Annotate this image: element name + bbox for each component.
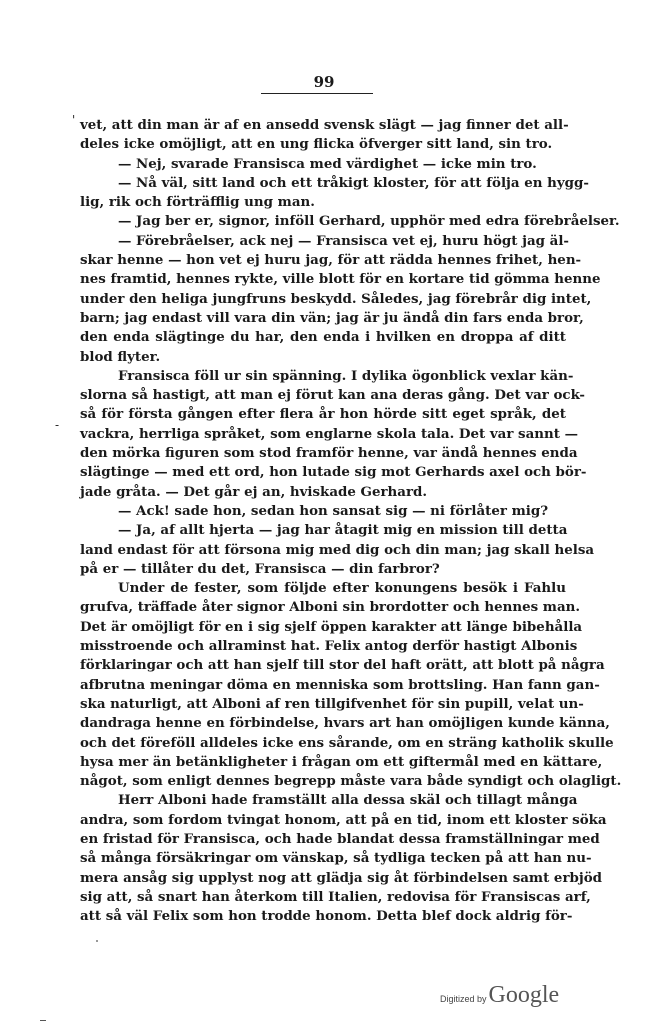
text-line: så många försäkringar om vänskap, så tydliga tecken på att han nu- (80, 850, 592, 867)
margin-mark (96, 940, 98, 942)
google-logo: Google (488, 982, 560, 1008)
text-line: förklaringar och att han sjelf till stor del haft orätt, att blott på några (80, 657, 605, 674)
text-line: den mörka figuren som stod framför henne, var ändå hennes enda (80, 445, 578, 462)
text-line: slorna så hastigt, att man ej förut kan ana deras gång. Det var ock- (80, 387, 585, 404)
text-line: hysa mer än betänkligheter i frågan om ett giftermål med en kättare, (80, 753, 603, 770)
text-line: ska naturligt, att Alboni af ren tillgifvenhet för sin pupill, velat un- (80, 695, 584, 712)
text-line: vet, att din man är af en ansedd svensk slägt — jag finner det all- (80, 117, 569, 133)
margin-mark (40, 1020, 46, 1021)
digitized-label: Digitized by (440, 994, 487, 1004)
header-rule (261, 93, 373, 94)
text-line: Under de fester, som följde efter konungens besök i Fahlu (118, 580, 566, 597)
text-line: andra, som fordom tvingat honom, att på en tid, inom ett kloster söka (80, 811, 607, 828)
margin-mark: ' (72, 113, 76, 127)
text-line: slägtinge — med ett ord, hon lutade sig mot Gerhards axel och bör- (80, 464, 587, 481)
text-line: och det föreföll alldeles icke ens sårande, om en sträng katholik skulle (80, 734, 614, 751)
text-line: misstroende och allraminst hat. Felix antog derför hastigt Albonis (80, 638, 578, 655)
text-line: jade gråta. — Det går ej an, hviskade Gerhard. (80, 483, 428, 500)
text-line: den enda slägtinge du har, den enda i hvilken en droppa af ditt (80, 329, 566, 346)
text-line: Fransisca föll ur sin spänning. I dylika ögonblick vexlar kän- (118, 367, 574, 384)
text-line: skar henne — hon vet ej huru jag, för att rädda hennes frihet, hen- (80, 252, 582, 269)
text-line: deles icke omöjligt, att en ung flicka öfverger sitt land, sin tro. (80, 136, 553, 153)
text-line: på er — tillåter du det, Fransisca — din farbror? (80, 560, 440, 577)
text-line: afbrutna meningar döma en menniska som brottsling. Han fann gan- (80, 676, 600, 693)
text-line: en fristad för Fransisca, och hade blandat dessa framställningar med (80, 830, 600, 847)
text-line: — Ja, af allt hjerta — jag har åtagit mig en mission till detta (118, 522, 568, 539)
text-line: blod flyter. (80, 348, 161, 365)
text-line: dandraga henne en förbindelse, hvars art han omöjligen kunde känna, (80, 715, 610, 732)
text-line: något, som enligt dennes begrepp måste vara både syndigt och olagligt. (80, 773, 622, 790)
page-number: 99 (313, 73, 335, 91)
text-line: nes framtid, hennes rykte, ville blott för en kortare tid gömma henne (80, 271, 601, 288)
digitized-by-watermark (440, 982, 559, 1009)
text-line: — Förebråelser, ack nej — Fransisca vet ej, huru högt jag äl- (118, 232, 569, 249)
text-line: — Ack! sade hon, sedan hon sansat sig — ni förlåter mig? (118, 502, 549, 519)
text-line: sig att, så snart han återkom till Italien, redovisa för Fransiscas arf, (80, 888, 591, 905)
text-line: barn; jag endast vill vara din vän; jag är ju ändå din fars enda bror, (80, 309, 584, 326)
text-line: — Nå väl, sitt land och ett tråkigt kloster, för att följa en hygg- (118, 174, 589, 191)
margin-mark: - (55, 418, 60, 432)
text-line: — Jag ber er, signor, inföll Gerhard, upphör med edra förebråelser. (118, 213, 620, 230)
text-line: att så väl Felix som hon trodde honom. Detta blef dock aldrig för- (80, 908, 573, 925)
text-line: så för första gången efter flera år hon hörde sitt eget språk, det (80, 406, 566, 423)
text-line: vackra, herrliga språket, som englarne skola tala. Det var sannt — (80, 425, 578, 442)
body-text (80, 116, 622, 926)
text-line: lig, rik och förträfflig ung man. (80, 194, 315, 211)
text-line: — Nej, svarade Fransisca med värdighet — icke min tro. (118, 155, 537, 172)
text-line: land endast för att försona mig med dig och din man; jag skall helsa (80, 541, 595, 558)
text-line: Herr Alboni hade framställt alla dessa skäl och tillagt många (118, 792, 578, 809)
text-line: mera ansåg sig upplyst nog att glädja sig åt förbindelsen samt erbjöd (80, 869, 603, 886)
text-line: under den heliga jungfruns beskydd. Således, jag förebrår dig intet, (80, 290, 592, 307)
text-line: grufva, träffade åter signor Alboni sin brordotter och hennes man. (80, 599, 581, 616)
text-line: Det är omöjligt för en i sig sjelf öppen karakter att länge bibehålla (80, 618, 583, 635)
